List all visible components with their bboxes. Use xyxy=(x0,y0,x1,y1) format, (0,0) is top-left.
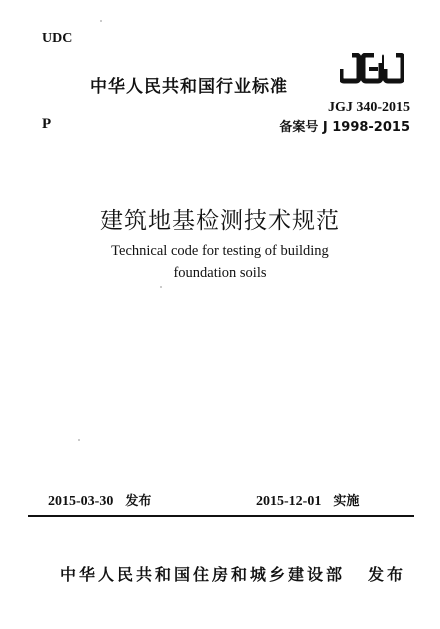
jgj-logo-mark xyxy=(340,53,403,81)
title-chinese: 建筑地基检测技术规范 xyxy=(100,208,340,234)
standard-category: 中华人民共和国行业标准 xyxy=(90,77,288,97)
jgj-logo xyxy=(340,53,404,87)
title-english-line-2: foundation soils xyxy=(173,265,267,281)
publish-date-group xyxy=(48,490,151,510)
scan-speck xyxy=(78,439,80,441)
scan-speck xyxy=(160,286,162,288)
scan-speck xyxy=(100,20,102,22)
publish-date: 2015-03-30 xyxy=(48,494,114,509)
classification-label: P xyxy=(42,116,52,132)
implement-date: 2015-12-01 xyxy=(256,494,322,509)
publish-label: 发布 xyxy=(125,494,152,509)
issuing-authority: 中华人民共和国住房和城乡建设部 xyxy=(60,565,346,584)
issue-label: 发布 xyxy=(368,565,407,584)
title-english xyxy=(0,240,440,284)
implement-label: 实施 xyxy=(333,494,360,509)
standard-number: JGJ 340-2015 xyxy=(327,100,410,115)
title-english-line-1: Technical code for testing of building xyxy=(111,243,329,259)
record-number: 备案号 J 1998-2015 xyxy=(279,120,410,135)
udc-label: UDC xyxy=(42,31,73,46)
code-block xyxy=(279,98,410,138)
implement-date-group xyxy=(256,490,359,510)
horizontal-rule xyxy=(28,515,414,517)
